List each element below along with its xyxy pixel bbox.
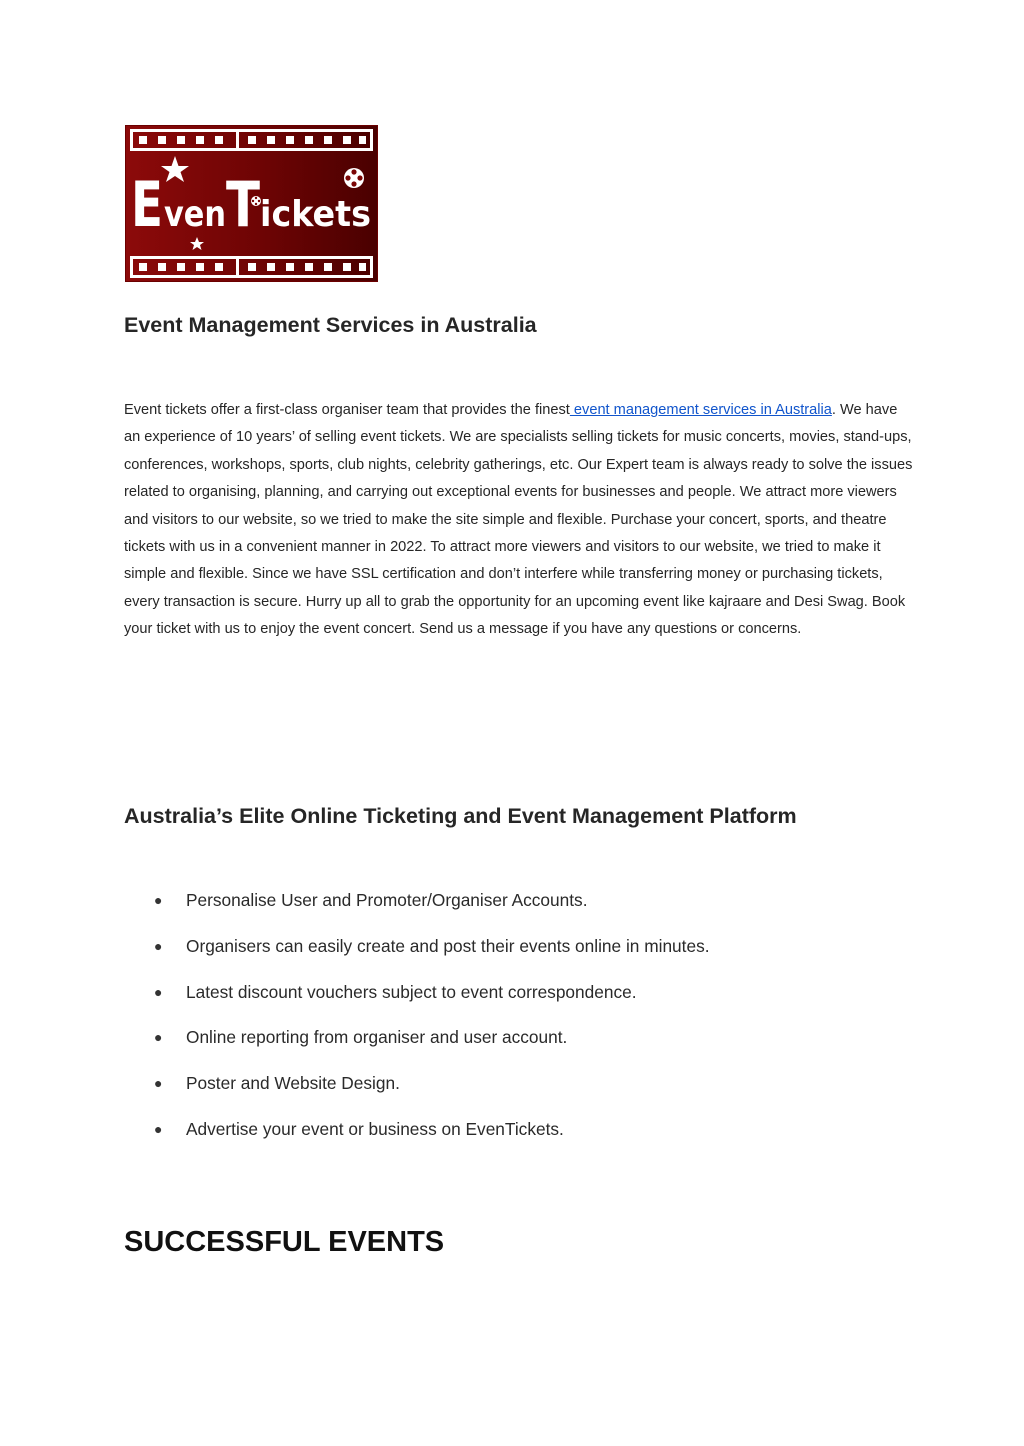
list-item (124, 884, 884, 930)
list-item-text: Online reporting from organiser and user account. (186, 1027, 568, 1048)
list-item (124, 1067, 884, 1113)
list-item (124, 1113, 884, 1159)
small-star-icon (190, 237, 204, 250)
logo-graphic (126, 126, 377, 281)
list-item-text: Latest discount vouchers subject to event correspondence. (186, 981, 637, 1002)
list-item-text: Advertise your event or business on EvenTickets. (186, 1118, 564, 1139)
feature-list (124, 884, 884, 1159)
logo-text-ickets: ickets (260, 194, 371, 235)
section-heading-successful-events: SUCCESSFUL EVENTS (124, 1226, 445, 1258)
intro-text-start: Event tickets offer a first-class organiser team that provides the finest (124, 402, 570, 418)
logo-text-ven: ven (164, 194, 226, 235)
bullet-icon: ● (154, 1029, 163, 1046)
list-item-text: Personalise User and Promoter/Organiser Accounts. (186, 890, 588, 910)
section-heading-event-management: Event Management Services in Australia (124, 313, 537, 337)
star-icon (161, 156, 189, 182)
bullet-icon: ● (154, 892, 163, 908)
list-item (124, 930, 884, 976)
logo-letter-e: E (131, 168, 163, 241)
bullet-icon: ● (154, 937, 163, 954)
logo-letter-t: T (226, 168, 260, 241)
intro-text-end: . We have an experience of 10 years’ of selling event tickets. We are specialists selling tickets for music concerts, movies, stand-ups, conferences, workshops, sports, club nights, celebrity gatherings, etc. Our Expert team is always ready to solve the issues related to organising, planning, and carrying out exceptional events for businesses and people. We attract more viewers and visitors to our website, so we tried to make the site simple and flexible. Purchase your concert, sports, and theatre tickets with us in a convenient manner in 2022. To attract more viewers and visitors to our website, we tried to make it simple and flexible. Since we have SSL certification and don’t interfere while transferring money or purchasing tickets, every transaction is secure. Hurry up all to grab the opportunity for an upcoming event like kajraare and Desi Swag. Book your ticket with us to enjoy the event concert. Send us a message if you have any questions or concerns. (124, 402, 913, 638)
bullet-icon: ● (154, 1075, 163, 1092)
bullet-icon: ● (154, 1120, 163, 1137)
bullet-icon: ● (154, 983, 163, 1000)
film-strip-top (130, 129, 373, 151)
film-strip-bottom (130, 256, 373, 278)
eventickets-logo (125, 125, 378, 282)
list-item (124, 976, 884, 1022)
section-heading-platform: Australia’s Elite Online Ticketing and Event Management Platform (124, 804, 797, 828)
list-item-text: Poster and Website Design. (186, 1073, 400, 1094)
list-item-text: Organisers can easily create and post their events online in minutes. (186, 935, 710, 956)
film-reel-icon (344, 168, 364, 188)
list-item (124, 1021, 884, 1067)
intro-paragraph (124, 397, 914, 644)
event-management-link[interactable]: event management services in Australia (569, 402, 832, 418)
